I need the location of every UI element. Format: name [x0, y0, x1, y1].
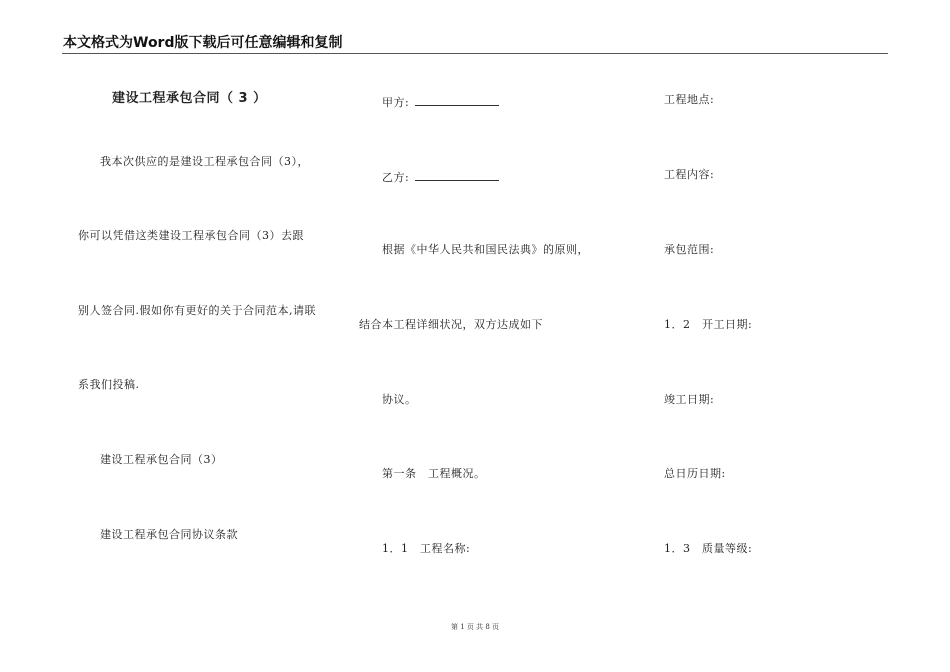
page-number: 第 1 页 共 8 页	[450, 623, 500, 631]
document-header-title: 本文格式为Word版下载后可任意编辑和复制	[63, 35, 343, 51]
party-a-label: 甲方:	[382, 96, 410, 109]
party-b-label: 乙方:	[382, 171, 410, 184]
intro-line-1: 我本次供应的是建设工程承包合同（3），	[100, 155, 309, 168]
party-b-field	[382, 168, 499, 185]
clause-intro-line-1: 根据《中华人民共和国民法典》的原则，	[382, 243, 589, 256]
contract-title: 建设工程承包合同（ 3 ）	[112, 91, 267, 106]
project-name-field: 1．1 工程名称:	[382, 542, 471, 555]
clause-intro-line-2: 结合本工程详细状况，双方达成如下	[359, 318, 543, 331]
party-a-field	[382, 93, 499, 110]
start-date-field: 1．2 开工日期:	[664, 318, 753, 331]
intro-line-3: 别人签合同.假如你有更好的关于合同范本,请联	[78, 304, 316, 317]
project-location-field: 工程地点:	[664, 93, 715, 106]
party-a-blank-line	[415, 93, 499, 106]
header-divider	[62, 53, 888, 54]
completion-date-field: 竣工日期:	[664, 393, 715, 406]
clause-intro-line-3: 协议。	[382, 393, 417, 406]
intro-line-4: 系我们投稿.	[78, 378, 140, 391]
agreement-terms-heading: 建设工程承包合同协议条款	[100, 528, 238, 541]
contract-scope-field: 承包范围:	[664, 243, 715, 256]
party-b-blank-line	[415, 168, 499, 181]
total-calendar-days-field: 总日历日期:	[664, 467, 726, 480]
contract-subtitle: 建设工程承包合同（3）	[100, 453, 223, 466]
quality-grade-field: 1．3 质量等级:	[664, 542, 753, 555]
project-content-field: 工程内容:	[664, 168, 715, 181]
intro-line-2: 你可以凭借这类建设工程承包合同（3）去跟	[78, 229, 304, 242]
article-one-heading: 第一条 工程概况。	[382, 467, 486, 480]
